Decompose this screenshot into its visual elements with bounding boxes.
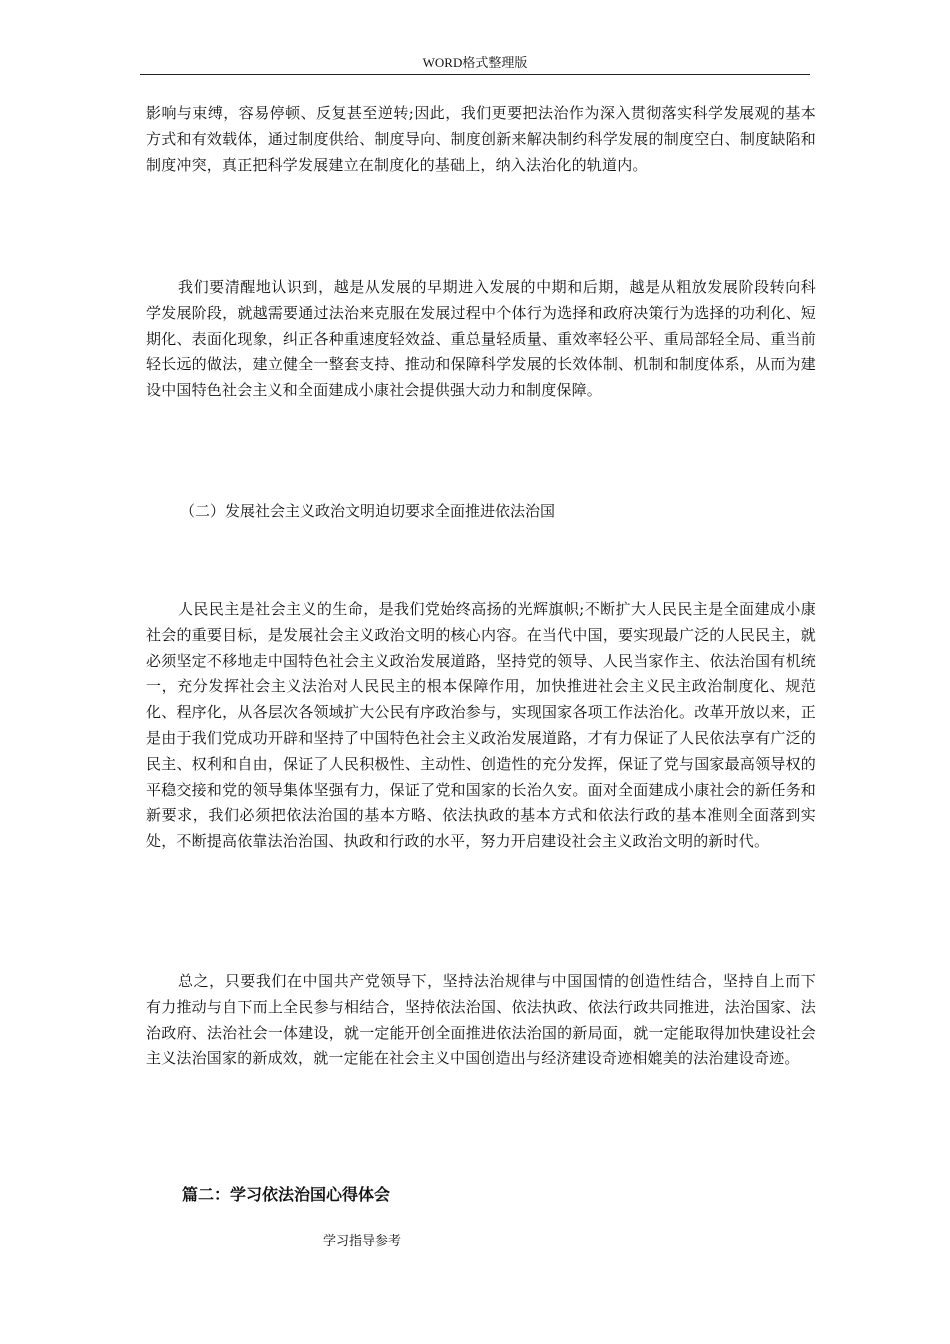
paragraph-1: 影响与束缚，容易停顿、反复甚至逆转;因此，我们更要把法治作为深入贯彻落实科学发展观的基本方式和有效载体，通过制度供给、制度导向、制度创新来解决制约科学发展的制度空白、制度缺陷和制度冲突，真正把科学发展建立在制度化的基础上，纳入法治化的轨道内。 <box>146 104 816 174</box>
section-title: 篇二：学习依法治国心得体会 <box>182 1185 391 1204</box>
subheading: （二）发展社会主义政治文明迫切要求全面推进依法治国 <box>180 502 556 520</box>
paragraph-3: 人民民主是社会主义的生命，是我们党始终高扬的光辉旗帜;不断扩大人民民主是全面建成小康社会的重要目标，是发展社会主义政治文明的核心内容。在当代中国，要实现最广泛的人民民主，就必须坚定不移地走中国特色社会主义政治发展道路，坚持党的领导、人民当家作主、依法治国有机统一，充分发挥社会主义法治对人民民主的根本保障作用，加快推进社会主义民主政治制度化、规范化、程序化，从各层次各领域扩大公民有序政治参与，实现国家各项工作法治化。改革开放以来，正是由于我们党成功开辟和坚持了中国特色社会主义政治发展道路，才有力保证了人民依法享有广泛的民主、权利和自由，保证了人民积极性、主动性、创造性的充分发挥，保证了党与国家最高领导权的平稳交接和党的领导集体坚强有力，保证了党和国家的长治久安。面对全面建成小康社会的新任务和新要求，我们必须把依法治国的基本方略、依法执政的基本方式和依法行政的基本准则全面落到实处，不断提高依靠法治治国、执政和行政的水平，努力开启建设社会主义政治文明的新时代。 <box>146 600 816 851</box>
page-footer: 学习指导参考 <box>323 1234 402 1249</box>
page-header: WORD格式整理版 <box>140 54 810 75</box>
paragraph-2: 我们要清醒地认识到，越是从发展的早期进入发展的中期和后期，越是从粗放发展阶段转向科学发展阶段，就越需要通过法治来克服在发展过程中个体行为选择和政府决策行为选择的功利化、短期化、表面化现象，纠正各种重速度轻效益、重总量轻质量、重效率轻公平、重局部轻全局、重当前轻长远的做法，建立健全一整套支持、推动和保障科学发展的长效体制、机制和制度体系，从而为建设中国特色社会主义和全面建成小康社会提供强大动力和制度保障。 <box>146 278 816 400</box>
paragraph-4: 总之，只要我们在中国共产党领导下，坚持法治规律与中国国情的创造性结合，坚持自上而下有力推动与自下而上全民参与相结合，坚持依法治国、依法执政、依法行政共同推进，法治国家、法治政府、法治社会一体建设，就一定能开创全面推进依法治国的新局面，就一定能取得加快建设社会主义法治国家的新成效，就一定能在社会主义中国创造出与经济建设奇迹相媲美的法治建设奇迹。 <box>146 972 816 1068</box>
